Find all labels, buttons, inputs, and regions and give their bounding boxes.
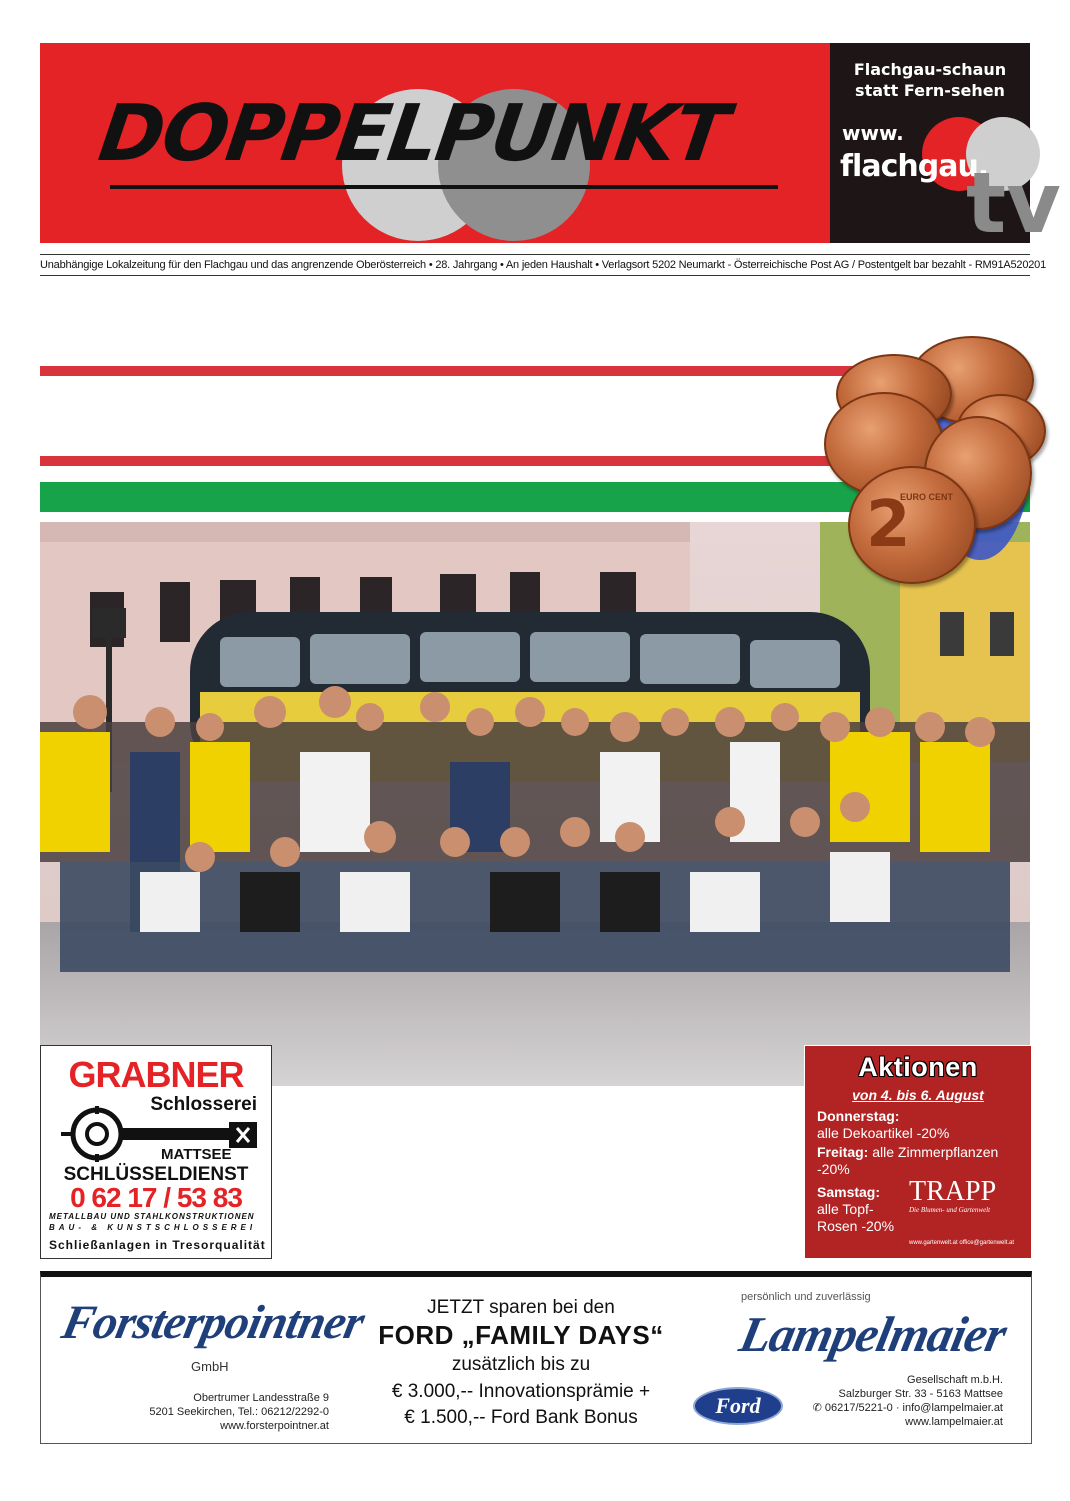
lampelmaier-address	[781, 1373, 1003, 1429]
ford-headline	[341, 1297, 701, 1431]
ford-logo: Ford	[693, 1387, 783, 1425]
trapp-thursday-text: alle Dekoartikel -20%	[817, 1125, 950, 1141]
trapp-saturday	[817, 1184, 905, 1235]
two-cent-coin-icon	[848, 466, 976, 584]
group-photo	[40, 522, 1030, 1086]
grabner-subtitle: Schlosserei	[150, 1094, 257, 1115]
forsterpointner-web[interactable]: www.forsterpointner.at	[220, 1420, 329, 1432]
group-photo-illustration	[40, 522, 1030, 1086]
flachgau-tv-box[interactable]	[830, 43, 1061, 252]
site-name: flachgau.	[840, 149, 989, 184]
trapp-title: Aktionen	[858, 1052, 978, 1082]
headline-line-4: € 3.000,-- Innovationsprämie +	[391, 1381, 651, 1402]
trapp-ad[interactable]	[804, 1045, 1032, 1259]
coin-label: EURO CENT	[900, 492, 954, 502]
trapp-saturday-text: alle Topf- Rosen -20%	[817, 1201, 895, 1234]
tv-slogan	[830, 59, 1030, 101]
grabner-phone[interactable]: 0 62 17 / 53 83	[70, 1182, 242, 1213]
slogan-line-2: statt Fern-sehen	[855, 81, 1005, 100]
headline-line-2: FORD „FAMILY DAYS“	[378, 1320, 664, 1350]
site-prefix: www.	[842, 121, 904, 145]
lampelmaier-street: Salzburger Str. 33 - 5163 Mattsee	[838, 1388, 1003, 1400]
trapp-logo-subtitle: Die Blumen- und Gartenwelt	[909, 1206, 991, 1214]
trapp-friday-label: Freitag:	[817, 1144, 869, 1160]
trapp-dates: von 4. bis 6. August	[852, 1087, 984, 1103]
lampelmaier-web[interactable]: www.lampelmaier.at	[905, 1416, 1003, 1428]
publication-info-line: Unabhängige Lokalzeitung für den Flachgau und das angrenzende Oberösterreich • 28. Jahrgang • An jeden Haushalt • Verlagsort 5202 Neumarkt - Österreichische Post AG / Postentgelt bar bezahlt - RM91A520201	[40, 254, 1030, 276]
trapp-friday-text: alle Zimmerpflanzen -20%	[817, 1144, 999, 1177]
headline-line-1: JETZT sparen bei den	[427, 1297, 615, 1318]
forsterpointner-city: 5201 Seekirchen, Tel.: 06212/2292-0	[149, 1406, 329, 1418]
ford-family-days-ad[interactable]	[40, 1271, 1032, 1444]
grabner-service: SCHLÜSSELDIENST	[63, 1164, 249, 1185]
forsterpointner-address	[141, 1391, 329, 1433]
grabner-line-1: METALLBAU UND STAHLKONSTRUKTIONEN	[49, 1212, 255, 1221]
forsterpointner-logo: Forsterpointner	[57, 1296, 369, 1349]
trapp-logo: TRAPP	[909, 1176, 997, 1207]
trapp-friday	[817, 1144, 1027, 1178]
trapp-thursday	[817, 1108, 949, 1142]
lampelmaier-contact[interactable]: ✆ 06217/5221-0 · info@lampelmaier.at	[812, 1402, 1003, 1414]
grabner-line-3: Schließanlagen in Tresorqualität	[49, 1238, 266, 1252]
lampelmaier-logo: Lampelmaier	[735, 1306, 1011, 1362]
grabner-town: MATTSEE	[161, 1146, 232, 1163]
newspaper-title: DOPPELPUNKT	[93, 89, 733, 179]
headline-line-3: zusätzlich bis zu	[451, 1354, 591, 1375]
forsterpointner-suffix: GmbH	[191, 1359, 229, 1374]
lampelmaier-tagline: persönlich und zuverlässig	[741, 1291, 871, 1303]
lampelmaier-company: Gesellschaft m.b.H.	[907, 1374, 1003, 1386]
grabner-name: GRABNER	[68, 1054, 244, 1095]
grabner-ad[interactable]	[40, 1045, 272, 1259]
site-tld: tv	[966, 154, 1061, 252]
trapp-saturday-label: Samstag:	[817, 1184, 881, 1200]
coin-value: 2	[866, 488, 911, 562]
grabner-line-2: BAU- & KUNSTSCHLOSSEREI	[49, 1223, 257, 1232]
headline-line-5: € 1.500,-- Ford Bank Bonus	[404, 1407, 638, 1428]
slogan-line-1: Flachgau-schaun	[853, 60, 1007, 79]
forsterpointner-street: Obertrumer Landesstraße 9	[193, 1392, 329, 1404]
title-underline	[110, 185, 778, 189]
trapp-thursday-label: Donnerstag:	[817, 1108, 900, 1124]
trapp-footer[interactable]: www.gartenwelt.at office@gartenwelt.at	[909, 1240, 1015, 1246]
masthead-banner	[40, 43, 830, 243]
